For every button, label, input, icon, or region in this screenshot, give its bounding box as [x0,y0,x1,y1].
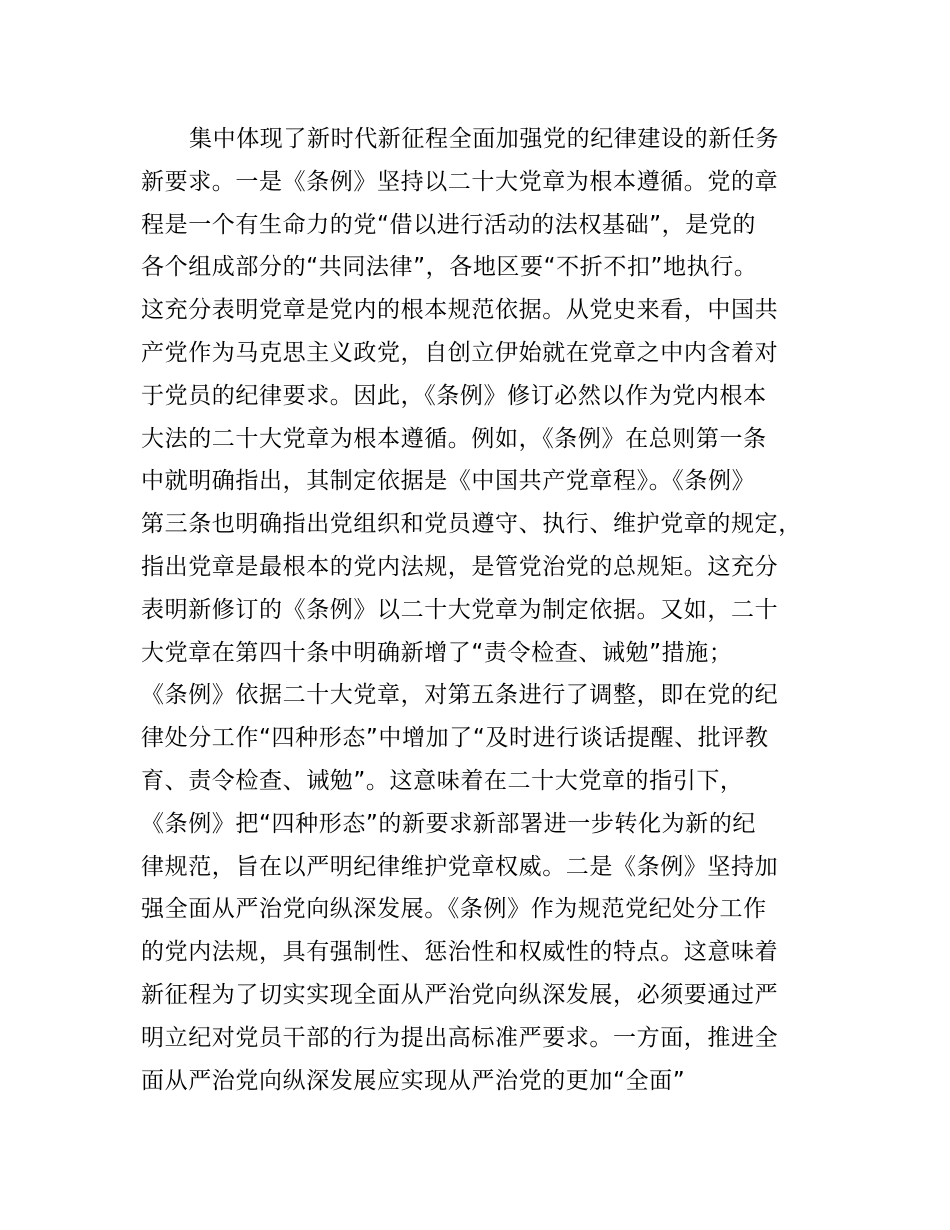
text-line: 律处分工作“四种形态”中增加了“及时进行谈话提醒、批评教 [141,725,769,752]
text-line: 强全面从严治党向纵深发展。《条例》作为规范党纪处分工作 [141,896,767,923]
text-line: 新要求。一是《条例》坚持以二十大党章为根本遵循。党的章 [141,168,779,195]
text-line: 明立纪对党员干部的行为提出高标准严要求。一方面，推进全 [141,1024,779,1051]
text-line: 指出党章是最根本的党内法规，是管党治党的总规矩。这充分 [141,553,779,580]
text-line: 中就明确指出，其制定依据是《中国共产党章程》。《条例》 [141,468,756,495]
text-line: 面从严治党向纵深发展应实现从严治党的更加“全面” [141,1067,686,1094]
text-line: 产党作为马克思主义政党，自创立伊始就在党章之中内含着对 [141,339,779,366]
text-line: 新征程为了切实实现全面从严治党向纵深发展，必须要通过严 [141,981,779,1008]
text-line: 育、责令检查、诫勉”。这意味着在二十大党章的指引下， [141,767,744,794]
body-paragraph [141,118,841,1102]
text-line: 《条例》把“四种形态”的新要求新部署进一步转化为新的纪 [141,810,757,837]
text-line: 的党内法规，具有强制性、惩治性和权威性的特点。这意味着 [141,939,779,966]
text-line: 《条例》依据二十大党章，对第五条进行了调整，即在党的纪 [141,682,779,709]
text-line: 律规范，旨在以严明纪律维护党章权威。二是《条例》坚持加 [141,853,779,880]
text-line: 表明新修订的《条例》以二十大党章为制定依据。又如，二十 [141,596,779,623]
text-line: 第三条也明确指出党组织和党员遵守、执行、维护党章的规定， [141,511,802,538]
text-line: 大法的二十大党章为根本遵循。例如，《条例》在总则第一条 [141,425,767,452]
text-line: 集中体现了新时代新征程全面加强党的纪律建设的新任务 [189,126,779,152]
text-line: 大党章在第四十条中明确新增了“责令检查、诫勉”措施； [141,639,733,666]
text-line: 于党员的纪律要求。因此，《条例》修订必然以作为党内根本 [141,382,767,409]
text-line: 程是一个有生命力的党“借以进行活动的法权基础”，是党的 [141,211,757,238]
text-line: 这充分表明党章是党内的根本规范依据。从党史来看，中国共 [141,297,779,324]
text-line: 各个组成部分的“共同法律”，各地区要“不折不扣”地执行。 [141,254,758,281]
